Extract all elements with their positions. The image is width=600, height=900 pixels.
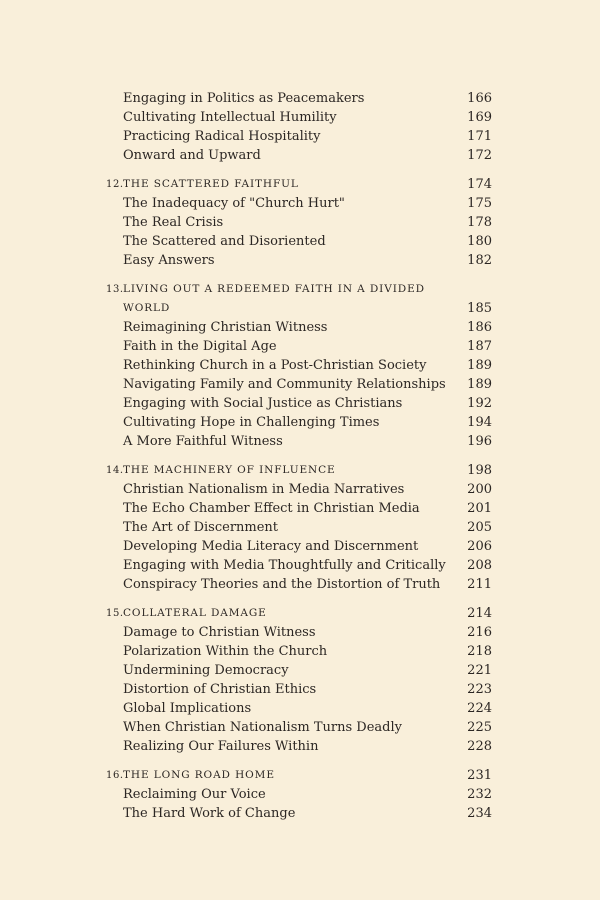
section-entry (0, 375, 600, 394)
section-entry (0, 537, 600, 556)
section-title: When Christian Nationalism Turns Deadly (123, 720, 402, 735)
section-title: Engaging in Politics as Peacemakers (123, 91, 365, 106)
page-number: 208 (467, 558, 492, 573)
section-entry (0, 518, 600, 537)
section-title: Engaging with Media Thoughtfully and Critically (123, 558, 446, 573)
entry-gap (0, 451, 600, 461)
page-number: 206 (467, 539, 492, 554)
section-entry (0, 718, 600, 737)
page-number: 223 (467, 682, 492, 697)
section-entry (0, 575, 600, 594)
section-title: The Scattered and Disoriented (123, 234, 326, 249)
section-entry (0, 356, 600, 375)
chapter-entry (0, 299, 600, 318)
section-title: Cultivating Intellectual Humility (123, 110, 337, 125)
section-entry (0, 127, 600, 146)
section-title: Navigating Family and Community Relationships (123, 377, 446, 392)
page-number: 225 (467, 720, 492, 735)
page-number: 172 (467, 148, 492, 163)
chapter-number: 13. (106, 284, 124, 295)
page-number: 221 (467, 663, 492, 678)
section-entry (0, 232, 600, 251)
section-entry (0, 318, 600, 337)
page-number: 211 (467, 577, 492, 592)
page-number: 187 (467, 339, 492, 354)
section-entry (0, 804, 600, 823)
entry-gap (0, 165, 600, 175)
section-entry (0, 661, 600, 680)
section-title: The Inadequacy of "Church Hurt" (123, 196, 345, 211)
section-entry (0, 785, 600, 804)
page-number: 169 (467, 110, 492, 125)
section-title: Faith in the Digital Age (123, 339, 277, 354)
section-title: Reimagining Christian Witness (123, 320, 328, 335)
page-number: 232 (467, 787, 492, 802)
chapter-title: THE SCATTERED FAITHFUL (123, 178, 299, 190)
section-title: Global Implications (123, 701, 252, 716)
section-entry (0, 737, 600, 756)
chapter-number: 15. (106, 608, 124, 619)
page-number: 198 (467, 463, 492, 478)
page-number: 228 (467, 739, 492, 754)
section-entry (0, 108, 600, 127)
section-entry (0, 642, 600, 661)
chapter-entry (0, 604, 600, 623)
section-title: The Real Crisis (123, 215, 224, 230)
chapter-number: 14. (106, 465, 124, 476)
chapter-entry (0, 766, 600, 785)
section-title: A More Faithful Witness (123, 434, 283, 449)
section-title: Reclaiming Our Voice (123, 787, 266, 802)
section-title: Rethinking Church in a Post-Christian Society (123, 358, 427, 373)
entry-gap (0, 270, 600, 280)
section-entry (0, 213, 600, 232)
section-title: Damage to Christian Witness (123, 625, 316, 640)
section-title: Onward and Upward (123, 148, 261, 163)
section-title: The Art of Discernment (123, 520, 279, 535)
section-entry (0, 89, 600, 108)
section-title: Christian Nationalism in Media Narratives (123, 482, 405, 497)
section-title: Easy Answers (123, 253, 215, 268)
section-entry (0, 680, 600, 699)
section-entry (0, 251, 600, 270)
chapter-title: THE MACHINERY OF INFLUENCE (123, 464, 336, 476)
section-entry (0, 194, 600, 213)
section-title: Distortion of Christian Ethics (123, 682, 317, 697)
page-number: 216 (467, 625, 492, 640)
section-entry (0, 337, 600, 356)
page-number: 234 (467, 806, 492, 821)
page-number: 218 (467, 644, 492, 659)
section-entry (0, 556, 600, 575)
chapter-title: COLLATERAL DAMAGE (123, 607, 267, 619)
table-of-contents (0, 89, 600, 823)
section-title: The Echo Chamber Effect in Christian Media (123, 501, 420, 516)
page-number: 180 (467, 234, 492, 249)
page-number: 201 (467, 501, 492, 516)
page-number: 185 (467, 301, 492, 316)
page-number: 196 (467, 434, 492, 449)
section-title: Undermining Democracy (123, 663, 289, 678)
page-number: 189 (467, 358, 492, 373)
page-number: 224 (467, 701, 492, 716)
section-title: The Hard Work of Change (123, 806, 296, 821)
section-entry (0, 699, 600, 718)
chapter-entry (0, 461, 600, 480)
page-number: 214 (467, 606, 492, 621)
page-number: 205 (467, 520, 492, 535)
section-entry (0, 499, 600, 518)
entry-gap (0, 594, 600, 604)
section-title: Engaging with Social Justice as Christians (123, 396, 403, 411)
chapter-entry (0, 175, 600, 194)
section-entry (0, 432, 600, 451)
section-title: Developing Media Literacy and Discernment (123, 539, 419, 554)
section-entry (0, 480, 600, 499)
page-number: 231 (467, 768, 492, 783)
section-entry (0, 394, 600, 413)
page-number: 182 (467, 253, 492, 268)
page-number: 192 (467, 396, 492, 411)
page-number: 174 (467, 177, 492, 192)
page-number: 178 (467, 215, 492, 230)
chapter-title: LIVING OUT A REDEEMED FAITH IN A DIVIDED (123, 283, 425, 295)
section-title: Conspiracy Theories and the Distortion of Truth (123, 577, 441, 592)
chapter-title: THE LONG ROAD HOME (123, 769, 275, 781)
page-number: 200 (467, 482, 492, 497)
page-number: 175 (467, 196, 492, 211)
chapter-number: 16. (106, 770, 124, 781)
chapter-title: WORLD (123, 302, 171, 314)
section-entry (0, 413, 600, 432)
section-entry (0, 623, 600, 642)
section-title: Polarization Within the Church (123, 644, 328, 659)
chapter-number: 12. (106, 179, 124, 190)
page-number: 194 (467, 415, 492, 430)
page-number: 189 (467, 377, 492, 392)
section-entry (0, 146, 600, 165)
page-number: 171 (467, 129, 492, 144)
section-title: Practicing Radical Hospitality (123, 129, 321, 144)
section-title: Cultivating Hope in Challenging Times (123, 415, 380, 430)
page-number: 166 (467, 91, 492, 106)
entry-gap (0, 756, 600, 766)
section-title: Realizing Our Failures Within (123, 739, 319, 754)
page-number: 186 (467, 320, 492, 335)
chapter-entry (0, 280, 600, 299)
